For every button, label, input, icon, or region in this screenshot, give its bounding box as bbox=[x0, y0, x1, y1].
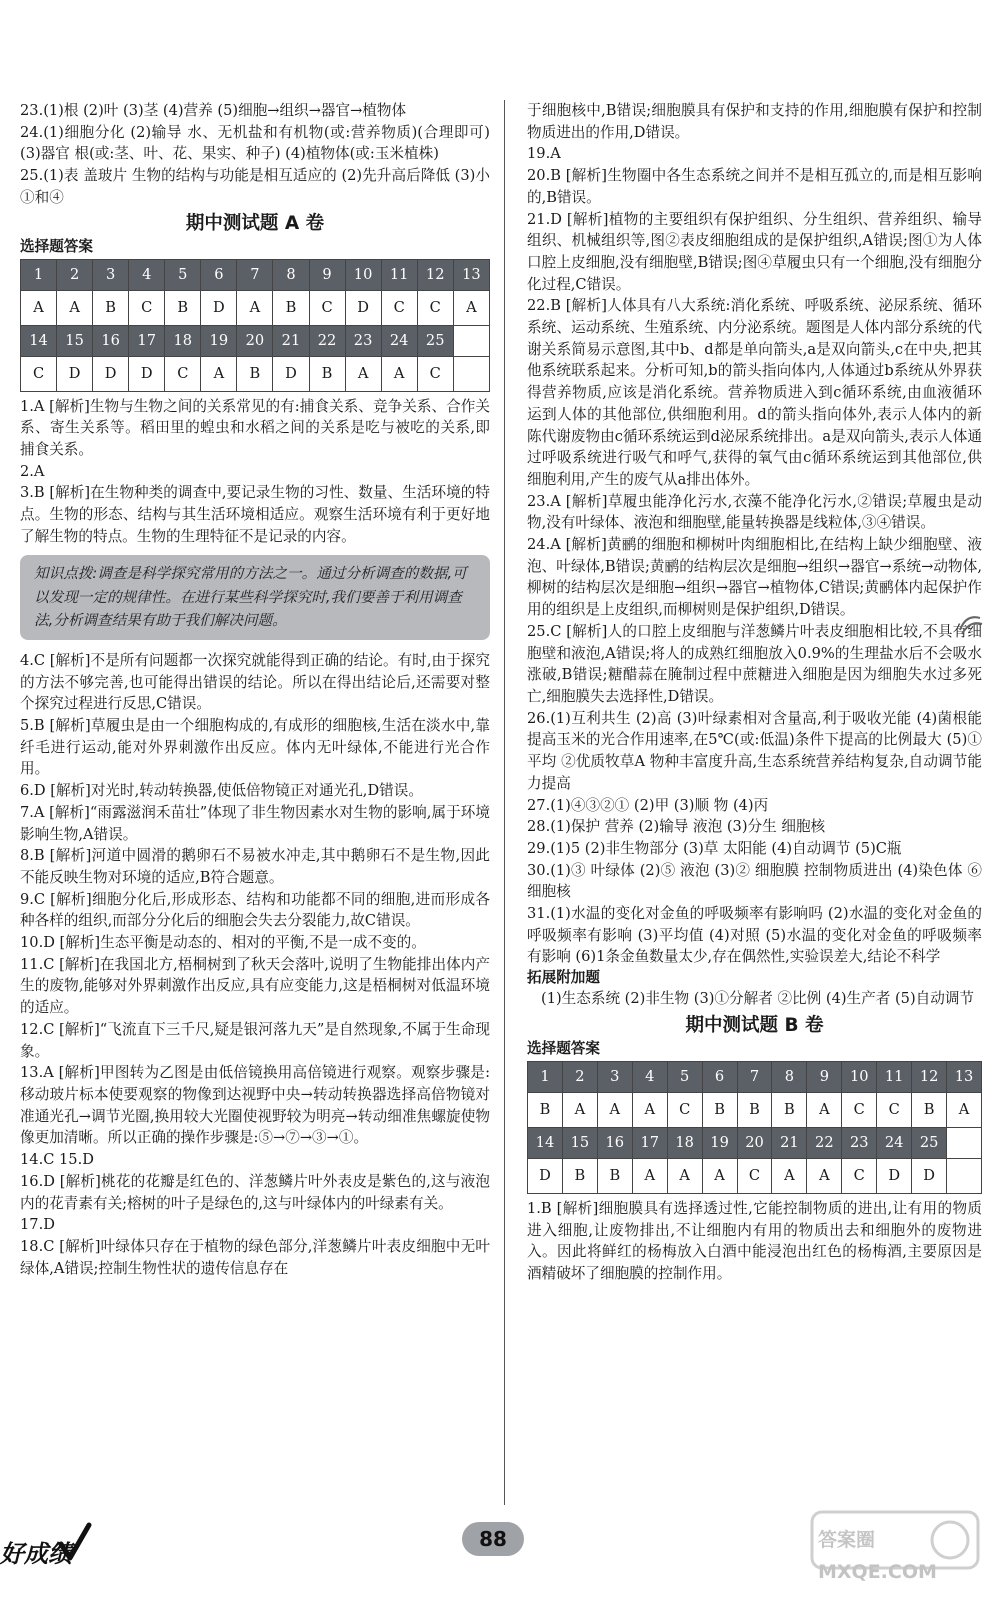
answer-item: 19.A bbox=[527, 145, 561, 163]
question-number-cell: 22 bbox=[807, 1127, 842, 1158]
answer-letter-cell: C bbox=[381, 290, 417, 325]
extra-label: 拓展附加题 bbox=[527, 969, 600, 987]
answer-letter-cell: B bbox=[912, 1092, 947, 1127]
answer-item: 23.A [解析]草履虫能净化污水,衣藻不能净化污水,②错误;草履虫是动物,没有叶绿体、液泡和细胞壁,能量转换器是线粒体,③④错误。 bbox=[527, 492, 982, 532]
answer-letter-cell: D bbox=[345, 290, 381, 325]
answer-item: 于细胞核中,B错误;细胞膜具有保护和支持的作用,细胞膜有保护和控制物质进出的作用,D错误。 bbox=[527, 102, 982, 141]
brand-text: 好成绩 bbox=[0, 1540, 72, 1568]
answer-letter-cell: A bbox=[632, 1158, 667, 1193]
question-number-cell: 15 bbox=[562, 1127, 597, 1158]
answer-item: 24.A [解析]黄鹂的细胞和柳树叶肉细胞相比,在结构上缺少细胞壁、液泡、叶绿体,B错误;黄鹂的结构层次是细胞→组织→器官→系统→动物体,柳树的结构层次是细胞→组织→器官→植物体,C错误;黄鹂体内起保护作用的组织是上皮组织,而柳树则是保护组织,D错误。 bbox=[527, 536, 982, 619]
answer-item: 2.A bbox=[20, 462, 45, 480]
question-number-cell: 2 bbox=[57, 259, 93, 290]
answer-letter-cell: D bbox=[877, 1158, 912, 1193]
answer-item: 11.C [解析]在我国北方,梧桐树到了秋天会落叶,说明了生物能排出体内产生的废物,能够对外界刺激作出反应,具有应变能力,这是梧桐树对低温环境的适应。 bbox=[20, 955, 490, 1017]
answer-letter-cell: B bbox=[737, 1092, 772, 1127]
question-number-cell: 17 bbox=[129, 325, 165, 356]
answer-letter-cell: C bbox=[842, 1092, 877, 1127]
answer-item: 7.A [解析]“雨露滋润禾苗壮”体现了非生物因素水对生物的影响,属于环境影响生物,A错误。 bbox=[20, 803, 490, 843]
paper-clip-icon bbox=[956, 610, 984, 638]
answer-letter-cell: C bbox=[877, 1092, 912, 1127]
answer-item: 8.B [解析]河道中圆滑的鹅卵石不易被水冲走,其中鹅卵石不是生物,因此不能反映生物对环境的适应,B符合题意。 bbox=[20, 847, 490, 886]
question-number-cell: 23 bbox=[345, 325, 381, 356]
answer-item: 13.A [解析]甲图转为乙图是由低倍镜换用高倍镜进行观察。观察步骤是:移动玻片标本使要观察的物像到达视野中央→转动转换器选择高倍物镜对准通光孔→调节光圈,换用较大光圈使视野较为明亮→转动细准焦螺旋使物像更加清晰。所以正确的操作步骤是:⑤→⑦→③→①。 bbox=[20, 1064, 490, 1147]
answer-letter-row bbox=[21, 356, 490, 391]
left-items-after-note bbox=[20, 650, 490, 1279]
answer-letter-cell: A bbox=[21, 290, 57, 325]
question-number-cell: 18 bbox=[667, 1127, 702, 1158]
question-number-cell: 5 bbox=[165, 259, 201, 290]
question-number-cell: 18 bbox=[165, 325, 201, 356]
question-number-cell: 24 bbox=[381, 325, 417, 356]
answer-item: 16.D [解析]桃花的花瓣是红色的、洋葱鳞片叶外表皮是紫色的,这与液泡内的花青素有关;榕树的叶子是绿色的,这与叶绿体内的叶绿素有关。 bbox=[20, 1172, 490, 1212]
knowledge-note: 知识点拨:调查是科学探究常用的方法之一。通过分析调查的数据,可以发现一定的规律性。在进行某些科学探究时,我们要善于利用调查法,分析调查结果有助于我们解决问题。 bbox=[20, 555, 490, 640]
answer-letter-row bbox=[21, 290, 490, 325]
answer-letter-cell: A bbox=[807, 1158, 842, 1193]
empty-cell bbox=[947, 1158, 982, 1193]
answer-item: 3.B [解析]在生物种类的调查中,要记录生物的习性、数量、生活环境的特点。生物的形态、结构与其生活环境相适应。观察生活环境有利于更好地了解生物的特点。生物的生理特征不是记录的内容。 bbox=[20, 484, 490, 545]
answer-item: 6.D [解析]对光时,转动转换器,使低倍物镜正对通光孔,D错误。 bbox=[20, 782, 423, 800]
answer-letter-row bbox=[528, 1158, 982, 1193]
question-number-cell: 11 bbox=[877, 1061, 912, 1092]
answer-item: 14.C 15.D bbox=[20, 1151, 94, 1169]
question-number-cell: 12 bbox=[417, 259, 453, 290]
answer-letter-cell: C bbox=[667, 1092, 702, 1127]
answer-letter-cell: D bbox=[57, 356, 93, 391]
watermark-text: 答案圈 MXQE.COM bbox=[818, 1529, 937, 1583]
answer-item: 25.(1)表 盖玻片 生物的结构与功能是相互适应的 (2)先升高后降低 (3)小 ①和④ bbox=[20, 167, 490, 206]
answer-item: 25.C [解析]人的口腔上皮细胞与洋葱鳞片叶表皮细胞相比较,不具有细胞壁和液泡,A错误;将人的成熟红细胞放入0.9%的生理盐水后不会吸水涨破,B错误;糖醋蒜在腌制过程中蔗糖进入细胞是因为细胞失水过多死亡,细胞膜失去选择性,D错误。 bbox=[527, 622, 982, 705]
answer-item: 24.(1)细胞分化 (2)输导 水、无机盐和有机物(或:营养物质)(合理即可) (3)器官 根(或:茎、叶、花、果实、种子) (4)植物体(或:玉米植株) bbox=[20, 123, 490, 163]
question-number-cell: 23 bbox=[842, 1127, 877, 1158]
answer-item: 9.C [解析]细胞分化后,形成形态、结构和功能都不同的细胞,进而形成各种各样的组织,而部分分化后的细胞会失去分裂能力,故C错误。 bbox=[20, 890, 490, 930]
answer-letter-cell: A bbox=[57, 290, 93, 325]
empty-cell bbox=[453, 356, 489, 391]
answer-item: 10.D [解析]生态平衡是动态的、相对的平衡,不是一成不变的。 bbox=[20, 934, 426, 952]
answer-letter-cell: B bbox=[562, 1158, 597, 1193]
answer-letter-cell: A bbox=[201, 356, 237, 391]
question-number-cell: 22 bbox=[309, 325, 345, 356]
question-number-cell: 19 bbox=[702, 1127, 737, 1158]
question-number-cell: 11 bbox=[381, 259, 417, 290]
empty-cell bbox=[947, 1127, 982, 1158]
answer-letter-cell: A bbox=[381, 356, 417, 391]
answer-item: 20.B [解析]生物圈中各生态系统之间并不是相互孤立的,而是相互影响的,B错误。 bbox=[527, 167, 982, 206]
question-number-cell: 25 bbox=[912, 1127, 947, 1158]
question-number-cell: 21 bbox=[772, 1127, 807, 1158]
answer-item: 12.C [解析]“飞流直下三千尺,疑是银河落九天”是自然现象,不属于生命现象。 bbox=[20, 1020, 490, 1060]
question-number-cell: 14 bbox=[528, 1127, 563, 1158]
answer-item: 30.(1)③ 叶绿体 (2)⑤ 液泡 (3)② 细胞膜 控制物质进出 (4)染色体 ⑥ 细胞核 bbox=[527, 861, 982, 901]
question-number-cell: 19 bbox=[201, 325, 237, 356]
question-number-cell: 1 bbox=[528, 1061, 563, 1092]
answer-letter-cell: C bbox=[165, 356, 201, 391]
answer-letter-cell: A bbox=[632, 1092, 667, 1127]
checkmark-icon bbox=[58, 1522, 92, 1562]
answer-letter-cell: B bbox=[702, 1092, 737, 1127]
answer-item: 23.(1)根 (2)叶 (3)茎 (4)营养 (5)细胞→组织→器官→植物体 bbox=[20, 102, 407, 119]
answer-letter-cell: B bbox=[165, 290, 201, 325]
answer-item: 1.A [解析]生物与生物之间的关系常见的有:捕食关系、竞争关系、合作关系、寄生关系等。稻田里的蝗虫和水稻之间的关系是吃与被吃的关系,即捕食关系。 bbox=[20, 397, 490, 458]
answer-letter-cell: A bbox=[453, 290, 489, 325]
question-number-cell: 10 bbox=[842, 1061, 877, 1092]
answer-item: 5.B [解析]草履虫是由一个细胞构成的,有成形的细胞核,生活在淡水中,靠纤毛进行运动,能对外界刺激作出反应。体内无叶绿体,不能进行光合作用。 bbox=[20, 717, 490, 778]
question-number-cell: 15 bbox=[57, 325, 93, 356]
answer-item: 31.(1)水温的变化对金鱼的呼吸频率有影响吗 (2)水温的变化对金鱼的呼吸频率有影响 (3)平均值 (4)对照 (5)水温的变化对金鱼的呼吸频率有影响 (6)1条金鱼数量太少,存在偶然性,实验误差大,结论不科学 bbox=[527, 905, 982, 966]
answer-letter-cell: C bbox=[842, 1158, 877, 1193]
question-number-cell: 3 bbox=[93, 259, 129, 290]
answer-item: 28.(1)保护 营养 (2)输导 液泡 (3)分生 细胞核 bbox=[527, 818, 826, 836]
left-items-before-note bbox=[20, 396, 490, 548]
answer-letter-cell: D bbox=[129, 356, 165, 391]
question-number-cell: 7 bbox=[237, 259, 273, 290]
question-number-cell: 7 bbox=[737, 1061, 772, 1092]
answer-letter-cell: D bbox=[273, 356, 309, 391]
answer-letter-cell: A bbox=[702, 1158, 737, 1193]
left-top-answers bbox=[20, 100, 490, 209]
answer-letter-cell: B bbox=[528, 1092, 563, 1127]
right-column bbox=[527, 100, 982, 1285]
question-number-cell: 24 bbox=[877, 1127, 912, 1158]
question-number-cell: 16 bbox=[597, 1127, 632, 1158]
section-title-b: 期中测试题 B 卷 bbox=[685, 1014, 824, 1036]
question-number-row bbox=[21, 259, 490, 290]
question-number-cell: 1 bbox=[21, 259, 57, 290]
answer-letter-cell: C bbox=[129, 290, 165, 325]
answer-letter-cell: A bbox=[345, 356, 381, 391]
answer-letter-cell: A bbox=[807, 1092, 842, 1127]
answer-item: 17.D bbox=[20, 1216, 55, 1234]
answer-letter-cell: D bbox=[912, 1158, 947, 1193]
extra-text: (1)生态系统 (2)非生物 (3)①分解者 ②比例 (4)生产者 (5)自动调节 bbox=[541, 990, 975, 1008]
right-items bbox=[527, 100, 982, 968]
question-number-cell: 6 bbox=[702, 1061, 737, 1092]
question-number-cell: 8 bbox=[273, 259, 309, 290]
answer-item: 1.B [解析]细胞膜具有选择透过性,它能控制物质的进出,让有用的物质进入细胞,让废物排出,不让细胞内有用的物质出去和细胞外的废物进入。因此将鲜红的杨梅放入白酒中能浸泡出红色的杨梅酒,主要原因是酒精破坏了细胞膜的控制作用。 bbox=[527, 1199, 982, 1282]
question-number-cell: 3 bbox=[597, 1061, 632, 1092]
choice-label-b: 选择题答案 bbox=[527, 1039, 600, 1057]
question-number-cell: 20 bbox=[737, 1127, 772, 1158]
section-title-a: 期中测试题 A 卷 bbox=[185, 212, 325, 234]
question-number-cell: 9 bbox=[807, 1061, 842, 1092]
empty-cell bbox=[453, 325, 489, 356]
question-number-cell: 8 bbox=[772, 1061, 807, 1092]
watermark-logo bbox=[810, 1508, 980, 1596]
answer-letter-cell: B bbox=[93, 290, 129, 325]
question-number-cell: 21 bbox=[273, 325, 309, 356]
answer-item: 21.D [解析]植物的主要组织有保护组织、分生组织、营养组织、输导组织、机械组织等,图②表皮细胞组成的是保护组织,A错误;图①为人体口腔上皮细胞,没有细胞壁,B错误;图④草履虫只有一个细胞,没有细胞分化过程,C错误。 bbox=[527, 210, 982, 293]
answer-letter-cell: D bbox=[201, 290, 237, 325]
answer-letter-cell: C bbox=[737, 1158, 772, 1193]
answer-item: 4.C [解析]不是所有问题都一次探究就能得到正确的结论。有时,由于探究的方法不够完善,也可能得出错误的结论。所以在得出结论后,还需要对整个探究过程进行反思,C错误。 bbox=[20, 651, 490, 713]
answer-letter-cell: A bbox=[947, 1092, 982, 1127]
question-number-cell: 10 bbox=[345, 259, 381, 290]
answer-letter-cell: A bbox=[562, 1092, 597, 1127]
answer-item: 27.(1)④③②① (2)甲 (3)顺 物 (4)丙 bbox=[527, 796, 769, 814]
left-column bbox=[20, 100, 490, 1279]
answer-item: 26.(1)互利共生 (2)高 (3)叶绿素相对含量高,利于吸收光能 (4)菌根能提高玉米的光合作用速率,在5℃(或:低温)条件下提高的比例最大 (5)①平均 ②优质牧草A 物种丰富度升高,生态系统营养结构复杂,自动调节能力提高 bbox=[527, 709, 982, 792]
question-number-cell: 20 bbox=[237, 325, 273, 356]
answer-letter-cell: D bbox=[93, 356, 129, 391]
answer-letter-cell: B bbox=[772, 1092, 807, 1127]
question-number-cell: 13 bbox=[947, 1061, 982, 1092]
question-number-cell: 17 bbox=[632, 1127, 667, 1158]
answer-letter-cell: A bbox=[667, 1158, 702, 1193]
answer-letter-cell: A bbox=[772, 1158, 807, 1193]
answer-letter-cell: C bbox=[309, 290, 345, 325]
question-number-row bbox=[528, 1061, 982, 1092]
question-number-cell: 14 bbox=[21, 325, 57, 356]
answer-item: 29.(1)5 (2)非生物部分 (3)草 太阳能 (4)自动调节 (5)C瓶 bbox=[527, 839, 902, 857]
question-number-cell: 9 bbox=[309, 259, 345, 290]
answer-table-a bbox=[20, 259, 490, 392]
question-number-cell: 4 bbox=[129, 259, 165, 290]
answer-item: 22.B [解析]人体具有八大系统:消化系统、呼吸系统、泌尿系统、循环系统、运动系统、生殖系统、内分泌系统。题图是人体内部分系统的代谢关系简易示意图,其中b、d都是单向箭头,a是双向箭头,c在中央,把其他系统联系起来。分析可知,b的箭头指向体内,人体通过b系统从外界获得营养物质,应该是消化系统。营养物质进入到c循环系统,由血液循环运到人体的其他部位,供细胞利用。d的箭头指向体外,表示人体内的新陈代谢废物由c循环系统运到d泌尿系统排出。a是双向箭头,表示人体通过呼吸系统进行吸气和呼气,获得的氧气由c循环系统运到其他部位,供细胞利用,产生的废气从a排出体外。 bbox=[527, 297, 982, 488]
answer-letter-cell: C bbox=[417, 356, 453, 391]
question-number-row bbox=[528, 1127, 982, 1158]
answer-letter-cell: B bbox=[237, 356, 273, 391]
answer-letter-row bbox=[528, 1092, 982, 1127]
answer-letter-cell: B bbox=[597, 1158, 632, 1193]
answer-letter-cell: C bbox=[417, 290, 453, 325]
answer-letter-cell: C bbox=[21, 356, 57, 391]
question-number-cell: 16 bbox=[93, 325, 129, 356]
answer-letter-cell: A bbox=[597, 1092, 632, 1127]
question-number-cell: 25 bbox=[417, 325, 453, 356]
right-bottom-items bbox=[527, 1198, 982, 1285]
answer-table-b bbox=[527, 1061, 982, 1194]
answer-item: 18.C [解析]叶绿体只存在于植物的绿色部分,洋葱鳞片叶表皮细胞中无叶绿体,A错误;控制生物性状的遗传信息存在 bbox=[20, 1237, 490, 1277]
question-number-cell: 4 bbox=[632, 1061, 667, 1092]
question-number-cell: 6 bbox=[201, 259, 237, 290]
question-number-cell: 2 bbox=[562, 1061, 597, 1092]
answer-letter-cell: B bbox=[273, 290, 309, 325]
page-number: 88 bbox=[462, 1522, 524, 1556]
answer-letter-cell: A bbox=[237, 290, 273, 325]
question-number-row bbox=[21, 325, 490, 356]
answer-letter-cell: D bbox=[528, 1158, 563, 1193]
column-divider bbox=[504, 100, 505, 1505]
answer-letter-cell: B bbox=[309, 356, 345, 391]
question-number-cell: 12 bbox=[912, 1061, 947, 1092]
question-number-cell: 13 bbox=[453, 259, 489, 290]
question-number-cell: 5 bbox=[667, 1061, 702, 1092]
choice-label-a: 选择题答案 bbox=[20, 237, 93, 255]
